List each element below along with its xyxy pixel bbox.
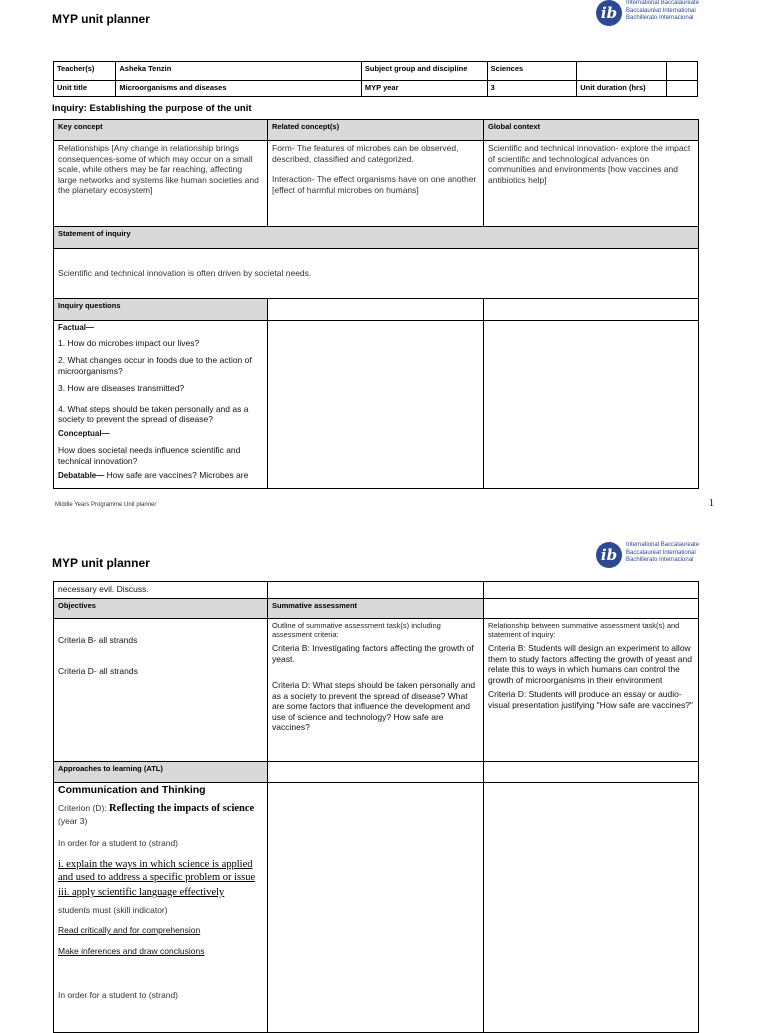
skill-item: Make inferences and draw conclusions <box>58 945 205 956</box>
teacher-label: Teacher(s) <box>54 62 116 81</box>
global-context-label: Global context <box>484 120 699 141</box>
blank-cell <box>268 762 484 783</box>
questions-cell <box>54 321 268 489</box>
unit-title-value: Microorganisms and diseases <box>116 81 362 97</box>
logo-line: Bachillerato Internacional <box>626 557 694 563</box>
key-concept-text: Relationships [Any change in relationship brings consequences-some of which may occur on a small scale, while others may be far reaching, affecting large networks and systems like human societies and the planetary ecosystem] <box>54 141 268 227</box>
question-item: How does societal needs influence scientific and technical innovation? <box>58 445 241 466</box>
blank-cell <box>484 599 699 619</box>
strand-item: iii. apply scientific language effectively <box>58 887 225 898</box>
atl-label: Approaches to learning (ATL) <box>54 762 268 783</box>
blank-cell <box>268 783 484 1033</box>
summative-label: Summative assessment <box>268 599 484 619</box>
blank-cell <box>268 299 484 321</box>
teacher-value: Asheka Tenzin <box>116 62 362 81</box>
page-number: 1 <box>709 498 714 509</box>
blank-cell <box>484 762 699 783</box>
conceptual-label: Conceptual— <box>58 428 110 438</box>
debatable-line <box>58 470 263 482</box>
objectives-cell <box>54 619 268 762</box>
blank-cell <box>484 783 699 1033</box>
skill-intro: students must (skill indicator) <box>58 904 168 915</box>
skill-item: Read critically and for comprehension <box>58 925 201 935</box>
related-concept-interaction: Interaction- The effect organisms have on one another [effect of harmful microbes on humans] <box>272 174 477 195</box>
blank-cell <box>484 299 699 321</box>
objective-item: Criteria D- all strands <box>58 665 138 676</box>
ib-logo-icon: ib <box>596 0 622 26</box>
strand-item: i. explain the ways in which science is applied and used to address a specific problem or issue <box>58 859 256 883</box>
questions-label: Inquiry questions <box>54 299 268 321</box>
page-title: MYP unit planner <box>52 556 150 570</box>
page-title: MYP unit planner <box>52 12 150 26</box>
statement-text: Scientific and technical innovation is often driven by societal needs. <box>54 249 699 299</box>
key-concept-label: Key concept <box>54 120 268 141</box>
relationship-cell <box>484 619 699 762</box>
inquiry-heading: Inquiry: Establishing the purpose of the unit <box>52 103 252 114</box>
related-concepts-label: Related concept(s) <box>268 120 484 141</box>
question-item: How safe are vaccines? Microbes are <box>104 470 249 480</box>
logo-line: Bachillerato Internacional <box>626 15 694 21</box>
subject-label: Subject group and discipline <box>361 62 487 81</box>
debatable-label: Debatable— <box>58 471 105 480</box>
statement-label: Statement of inquiry <box>54 227 699 249</box>
atl-cell <box>54 783 268 1033</box>
ib-logo-icon: ib <box>596 542 622 568</box>
myp-year-label: MYP year <box>361 81 487 97</box>
criterion-prefix: Criterion (D): <box>58 802 110 813</box>
logo-line: International Baccalaureate <box>626 0 700 6</box>
question-item: 1. How do microbes impact our lives? <box>58 337 200 348</box>
continued-text: necessary evil. Discuss. <box>54 582 268 599</box>
factual-label: Factual— <box>58 323 95 332</box>
summative-task-b: Criteria B: Investigating factors affecting the growth of yeast. <box>272 643 474 664</box>
duration-value <box>666 81 697 97</box>
logo-line: Baccalauréat International <box>626 549 696 556</box>
criterion-title: Reflecting the impacts of science <box>109 802 255 814</box>
summative-cell <box>268 619 484 762</box>
related-concepts-cell <box>268 141 484 227</box>
unit-title-label: Unit title <box>54 81 116 97</box>
objectives-label: Objectives <box>54 599 268 619</box>
footer-text: Middle Years Programme Unit planner <box>55 502 157 508</box>
unit-header-table <box>53 61 698 97</box>
summative-task-d: Criteria D: What steps should be taken personally and as a society to prevent the spread of disease? What are some factors that influence the development and use of science and technology? How safe are vaccines? <box>272 680 476 732</box>
ib-logo <box>596 542 706 570</box>
blank-cell <box>268 321 484 489</box>
planner-table-continued <box>53 581 699 1033</box>
blank-cell <box>484 321 699 489</box>
strand-intro: In order for a student to (strand) <box>58 990 179 1000</box>
blank-cell <box>484 582 699 599</box>
relationship-b: Criteria B: Students will design an experiment to allow them to study factors affecting the growth of yeast and relate this to ways in which humans can control the growth of microorganisms in their environment <box>488 643 692 685</box>
logo-line: International Baccalaureate <box>626 542 700 548</box>
question-item: 4. What steps should be taken personally and as a society to prevent the spread of disease? <box>58 403 249 424</box>
myp-year-value: 3 <box>487 81 577 97</box>
strand-intro: In order for a student to (strand) <box>58 837 179 848</box>
criterion-line <box>58 802 263 828</box>
objective-item: Criteria B- all strands <box>58 635 138 645</box>
question-item: 2. What changes occur in foods due to the action of microorganisms? <box>58 355 252 376</box>
relationship-d: Criteria D: Students will produce an essay or audio-visual presentation justifying "How safe are vaccines?" <box>488 689 693 710</box>
subject-value: Sciences <box>487 62 577 81</box>
question-item: 3. How are diseases transmitted? <box>58 383 185 393</box>
logo-line: Baccalauréat International <box>626 7 696 14</box>
outline-label: Outline of summative assessment task(s) including assessment criteria: <box>272 621 441 639</box>
relationship-label: Relationship between summative assessment task(s) and statement of inquiry: <box>488 621 680 639</box>
ib-logo <box>596 0 706 28</box>
duration-label: Unit duration (hrs) <box>577 81 667 97</box>
inquiry-table <box>53 119 699 489</box>
blank-cell <box>666 62 697 81</box>
global-context-text: Scientific and technical innovation- explore the impact of scientific and technological advances on communities and environments [how vaccines and antibiotics help] <box>484 141 699 227</box>
blank-cell <box>268 582 484 599</box>
criterion-suffix: (year 3) <box>58 815 88 826</box>
blank-cell <box>577 62 667 81</box>
atl-heading: Communication and Thinking <box>58 784 206 796</box>
related-concept-form: Form- The features of microbes can be observed, described, classified and categorized. <box>272 143 459 164</box>
